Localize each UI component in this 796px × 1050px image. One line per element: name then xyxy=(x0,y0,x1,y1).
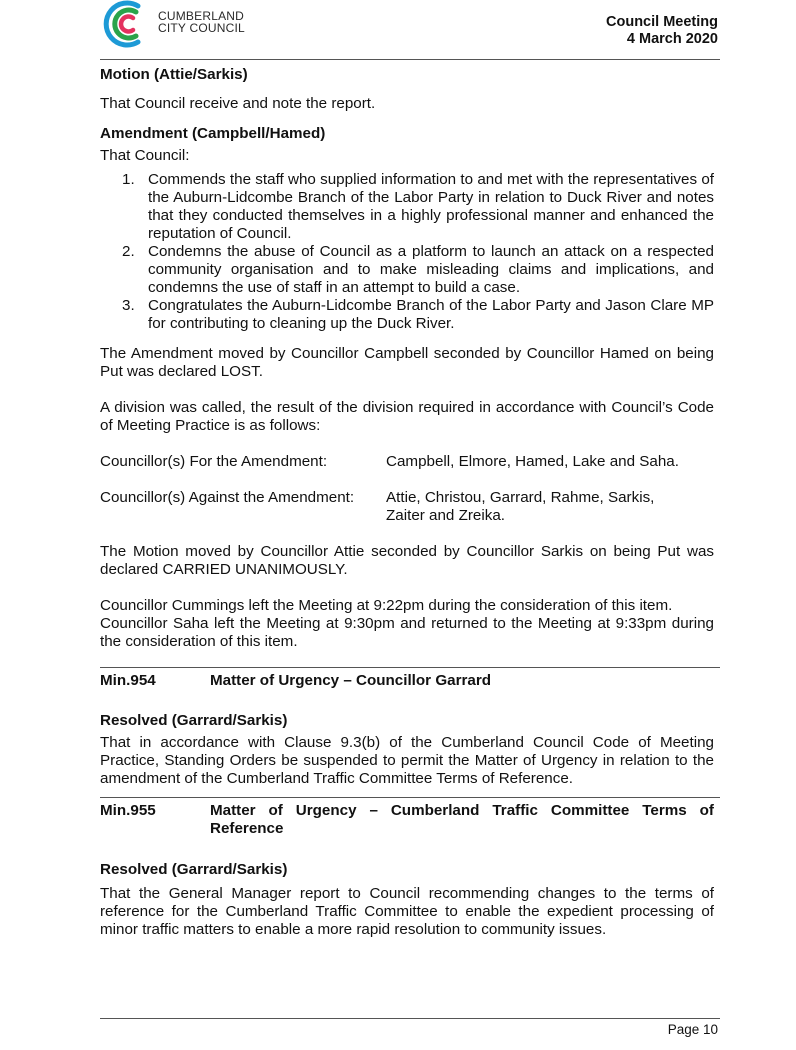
min954-number: Min.954 xyxy=(100,672,156,689)
list-item-number: 3. xyxy=(122,297,135,314)
list-item-text: Condemns the abuse of Council as a platform to launch an attack on a respected community organisation and to make misleading claims and implications, and condemns the use of staff in an attempt to build a case. xyxy=(148,243,714,296)
min954-heading xyxy=(100,672,714,690)
logo-line-2: CITY COUNCIL xyxy=(158,21,245,35)
division-against-row xyxy=(100,489,714,525)
motion-heading: Motion (Attie/Sarkis) xyxy=(100,66,248,83)
meeting-title: Council Meeting xyxy=(606,14,718,30)
meeting-date: 4 March 2020 xyxy=(626,31,718,47)
division-against-value xyxy=(386,489,714,525)
min954-resolved-text: That in accordance with Clause 9.3(b) of the Cumberland Council Code of Meeting Practice, Standing Orders be suspended to permit the Matter of Urgency in relation to the amendment of the Cumberland Traffic Committee Terms of Reference. xyxy=(100,734,714,787)
motion-result: The Motion moved by Councillor Attie seconded by Councillor Sarkis on being Put was declared CARRIED UNANIMOUSLY. xyxy=(100,543,714,578)
page-number: Page 10 xyxy=(667,1022,718,1037)
section-divider xyxy=(100,797,720,798)
saha-left-note: Councillor Saha left the Meeting at 9:30pm and returned to the Meeting at 9:33pm during the consideration of this item. xyxy=(100,615,714,650)
list-item-number: 1. xyxy=(122,171,135,188)
min955-resolved-heading: Resolved (Garrard/Sarkis) xyxy=(100,861,288,878)
min955-heading xyxy=(100,802,714,838)
list-item xyxy=(100,297,714,333)
list-item-number: 2. xyxy=(122,243,135,260)
list-item xyxy=(100,243,714,297)
division-for-row xyxy=(100,453,714,471)
footer-divider xyxy=(100,1018,720,1019)
division-for-value: Campbell, Elmore, Hamed, Lake and Saha. xyxy=(386,453,679,470)
division-text: A division was called, the result of the division required in accordance with Council’s Code of Meeting Practice is as follows: xyxy=(100,399,714,434)
min955-number: Min.955 xyxy=(100,802,156,819)
list-item-text: Commends the staff who supplied information to and met with the representatives of the Auburn-Lidcombe Branch of the Labor Party in relation to Duck River and notes that they conducted themselves in a highly professional manner and enhanced the reputation of Council. xyxy=(148,171,714,242)
amendment-intro: That Council: xyxy=(100,147,190,164)
council-logo xyxy=(100,0,250,48)
header-meeting-info xyxy=(606,14,718,48)
header-divider xyxy=(100,59,720,60)
logo-wordmark xyxy=(158,10,245,34)
cummings-left-note: Councillor Cummings left the Meeting at 9:22pm during the consideration of this item. xyxy=(100,597,673,614)
min954-resolved-heading: Resolved (Garrard/Sarkis) xyxy=(100,712,288,729)
minutes-content xyxy=(100,66,714,939)
amendment-result: The Amendment moved by Councillor Campbell seconded by Councillor Hamed on being Put was declared LOST. xyxy=(100,345,714,380)
min954-title: Matter of Urgency – Councillor Garrard xyxy=(210,672,492,689)
division-against-value-line1: Attie, Christou, Garrard, Rahme, Sarkis, xyxy=(386,489,655,506)
council-logo-icon xyxy=(100,0,154,48)
division-against-value-line2: Zaiter and Zreika. xyxy=(386,507,506,524)
min955-title: Matter of Urgency – Cumberland Traffic Committee Terms of Reference xyxy=(210,802,714,837)
amendment-list xyxy=(100,171,714,333)
division-against-label: Councillor(s) Against the Amendment: xyxy=(100,489,355,506)
amendment-heading: Amendment (Campbell/Hamed) xyxy=(100,125,326,142)
motion-text: That Council receive and note the report. xyxy=(100,95,376,112)
section-divider xyxy=(100,667,720,668)
list-item xyxy=(100,171,714,243)
logo-line-1: CUMBERLAND xyxy=(158,9,245,23)
division-for-label: Councillor(s) For the Amendment: xyxy=(100,453,328,470)
list-item-text: Congratulates the Auburn-Lidcombe Branch of the Labor Party and Jason Clare MP for contributing to cleaning up the Duck River. xyxy=(148,297,714,332)
min955-resolved-text: That the General Manager report to Council recommending changes to the terms of reference for the Cumberland Traffic Committee to enable the expedient processing of minor traffic matters to enable a more rapid resolution to community issues. xyxy=(100,885,714,938)
